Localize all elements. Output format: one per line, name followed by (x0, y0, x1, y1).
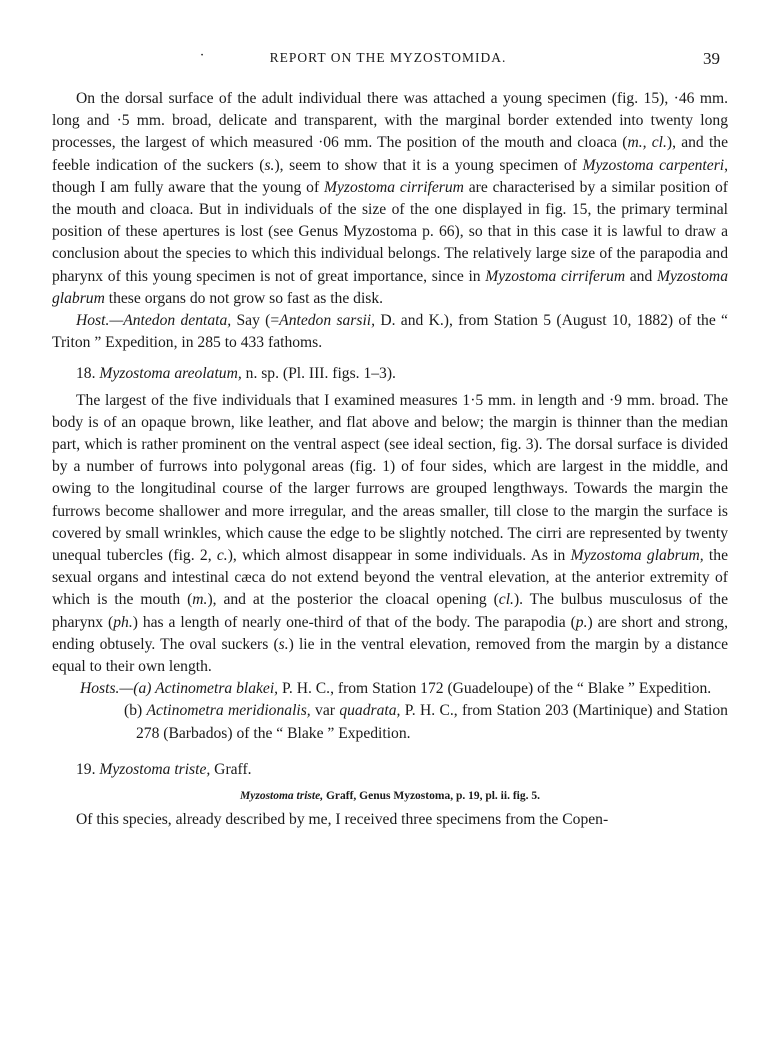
synonymy-reference: Myzostoma triste, Graff, Genus Myzostoma, p. 19, pl. ii. fig. 5. (240, 790, 540, 803)
hosts-entry-b: (b) Actinometra meridionalis, var quadrata, P. H. C., from Station 203 (Martinique) and Station 278 (Barbados) of the “ Blake ” Expedition. (124, 702, 728, 742)
species-heading-areolatum: 18. Myzostoma areolatum, n. sp. (Pl. III. figs. 1–3). (76, 365, 396, 383)
body-text (52, 88, 728, 832)
header-dot: · (200, 48, 205, 63)
hosts-entry-a: Hosts.—(a) Actinometra blakei, P. H. C., from Station 172 (Guadeloupe) of the “ Blake ” Expedition. (80, 680, 712, 698)
page-number: 39 (703, 49, 720, 68)
host-note-carpenteri: Host.—Antedon dentata, Say (=Antedon sarsii, D. and K.), from Station 5 (August 10, 1882) of the “ Triton ” Expedition, in 285 to 433 fathoms. (52, 312, 728, 352)
running-header (52, 50, 724, 72)
paragraph-triste-description: Of this species, already described by me, I received three specimens from the Copen- (76, 811, 609, 829)
running-title: REPORT ON THE MYZOSTOMIDA. (269, 50, 507, 65)
paragraph-areolatum-description: The largest of the five individuals that I examined measures 1·5 mm. in length and ·9 mm. broad. The body is of an opaque brown, like leather, and flat above and below; the margin is thinner than the median part, which is rather prominent on the ventral aspect (see ideal section, fig. 3). The dorsal surface is divided by a number of furrows into polygonal areas (fig. 1) of four sides, which are largest in the middle, and owing to the longitudinal course of the larger furrows are grouped lengthways. Towards the margin the furrows become shallower and more irregular, and the areas smaller, till close to the margin the surface is covered by small wrinkles, which cause the edge to be slightly notched. The cirri are represented by twenty unequal tubercles (fig. 2, c.), which almost disappear in some individuals. As in Myzostoma glabrum, the sexual organs and intestinal cæca do not extend beyond the ventral elevation, at the anterior extremity of which is the mouth (m.), and at the posterior the cloacal opening (cl.). The bulbus musculosus of the pharynx (ph.) has a length of nearly one-third of that of the body. The parapodia (p.) are short and strong, ending obtusely. The oval suckers (s.) lie in the ventral elevation, removed from the margin by a distance equal to their own length. (52, 391, 728, 676)
paragraph-young-specimen: On the dorsal surface of the adult individual there was attached a young specimen (fig. 15), ·46 mm. long and ·5 mm. broad, delicate and transparent, with the marginal border extended into twenty long processes, the largest of which measured ·06 mm. The position of the mouth and cloaca (m., cl.), and the feeble indication of the suckers (s.), seem to show that it is a young specimen of Myzostoma carpenteri, though I am fully aware that the young of Myzostoma cirriferum are characterised by a similar position of the mouth and cloaca. But in individuals of the size of the one displayed in fig. 15, the primary terminal position of these apertures is lost (see Genus Myzostoma p. 66), so that in this case it is lawful to draw a conclusion about the species to which this individual belongs. The relatively large size of the parapodia and pharynx of this young specimen is not of great importance, since in Myzostoma cirriferum and Myzostoma glabrum these organs do not grow so fast as the disk. (52, 90, 728, 307)
species-heading-triste: 19. Myzostoma triste, Graff. (76, 760, 252, 778)
